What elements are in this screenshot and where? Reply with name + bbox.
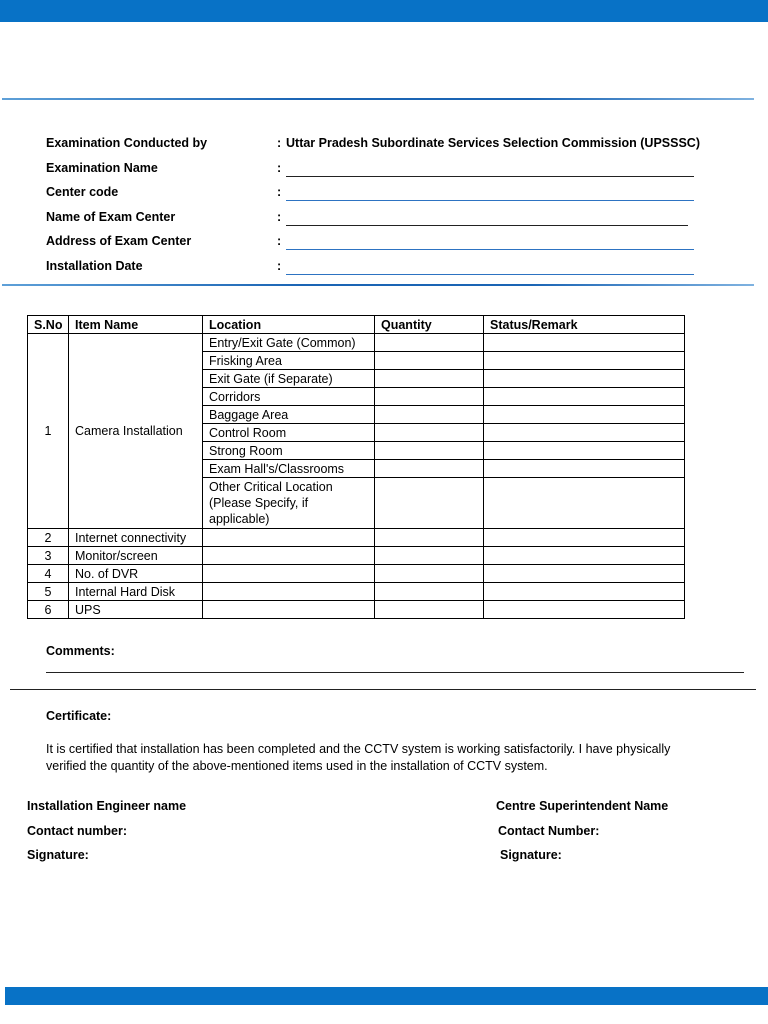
engineer-signature-block — [27, 799, 186, 873]
row-sno: 3 — [28, 547, 69, 565]
installation-date-field[interactable] — [286, 274, 694, 275]
row-item-name: Internet connectivity — [69, 529, 203, 547]
location-cell: Control Room — [203, 424, 375, 442]
status-cell[interactable] — [484, 547, 685, 565]
status-cell[interactable] — [484, 424, 685, 442]
top-accent-bar — [0, 0, 768, 22]
exam-info-section — [46, 134, 706, 282]
info-row-installation-date — [46, 257, 706, 282]
status-cell[interactable] — [484, 601, 685, 619]
location-cell[interactable] — [203, 529, 375, 547]
location-cell[interactable] — [203, 547, 375, 565]
row-item-name: No. of DVR — [69, 565, 203, 583]
certificate-label: Certificate: — [46, 709, 112, 723]
info-label: Center code — [46, 185, 119, 200]
location-cell[interactable] — [203, 601, 375, 619]
location-cell: Frisking Area — [203, 352, 375, 370]
location-cell: Entry/Exit Gate (Common) — [203, 334, 375, 352]
quantity-cell[interactable] — [375, 370, 484, 388]
table-row — [28, 583, 685, 601]
center-name-field[interactable] — [286, 225, 688, 226]
row-item-name: Internal Hard Disk — [69, 583, 203, 601]
header-item-name: Item Name — [69, 316, 203, 334]
info-colon: : — [277, 160, 282, 175]
table-header-row — [28, 316, 685, 334]
quantity-cell[interactable] — [375, 352, 484, 370]
cctv-items-table — [27, 315, 685, 619]
superintendent-name-label: Centre Superintendent Name — [496, 799, 669, 813]
location-cell: Corridors — [203, 388, 375, 406]
status-cell[interactable] — [484, 478, 685, 529]
center-address-field[interactable] — [286, 249, 694, 250]
center-code-field[interactable] — [286, 200, 694, 201]
engineer-contact-label: Contact number: — [27, 823, 127, 838]
info-colon: : — [277, 209, 282, 224]
location-cell: Strong Room — [203, 442, 375, 460]
status-cell[interactable] — [484, 370, 685, 388]
status-cell[interactable] — [484, 529, 685, 547]
quantity-cell[interactable] — [375, 565, 484, 583]
bottom-accent-bar — [5, 987, 768, 1005]
row-sno: 4 — [28, 565, 69, 583]
table-row — [28, 547, 685, 565]
quantity-cell[interactable] — [375, 529, 484, 547]
table-row — [28, 334, 685, 352]
camera-sno: 1 — [28, 334, 69, 529]
exam-name-field[interactable] — [286, 176, 694, 177]
quantity-cell[interactable] — [375, 460, 484, 478]
header-location: Location — [203, 316, 375, 334]
header-sno: S.No — [28, 316, 69, 334]
location-cell: Exam Hall's/Classrooms — [203, 460, 375, 478]
status-cell[interactable] — [484, 352, 685, 370]
status-cell[interactable] — [484, 565, 685, 583]
info-row-center-name — [46, 208, 706, 233]
info-row-exam-name — [46, 159, 706, 184]
quantity-cell[interactable] — [375, 601, 484, 619]
status-cell[interactable] — [484, 388, 685, 406]
quantity-cell[interactable] — [375, 478, 484, 529]
info-label: Name of Exam Center — [46, 209, 176, 224]
location-cell: Other Critical Location (Please Specify, if applicable) — [203, 478, 375, 529]
quantity-cell[interactable] — [375, 406, 484, 424]
superintendent-signature-block — [496, 799, 668, 873]
comments-field-continuation[interactable] — [10, 689, 756, 690]
quantity-cell[interactable] — [375, 334, 484, 352]
status-cell[interactable] — [484, 406, 685, 424]
conducted-by-value: Uttar Pradesh Subordinate Services Selection Commission (UPSSSC) — [286, 136, 701, 150]
info-row-center-address — [46, 232, 706, 257]
row-sno: 2 — [28, 529, 69, 547]
status-cell[interactable] — [484, 442, 685, 460]
row-sno: 5 — [28, 583, 69, 601]
location-cell[interactable] — [203, 583, 375, 601]
engineer-signature-label: Signature: — [27, 848, 89, 862]
location-cell: Baggage Area — [203, 406, 375, 424]
engineer-name-label: Installation Engineer name — [27, 799, 187, 813]
quantity-cell[interactable] — [375, 442, 484, 460]
info-label: Address of Exam Center — [46, 234, 192, 249]
info-row-conducted-by — [46, 134, 706, 159]
location-cell: Exit Gate (if Separate) — [203, 370, 375, 388]
table-row — [28, 565, 685, 583]
camera-item-name: Camera Installation — [69, 334, 203, 529]
comments-field[interactable] — [46, 672, 744, 673]
header-quantity: Quantity — [375, 316, 484, 334]
status-cell[interactable] — [484, 460, 685, 478]
info-colon: : — [277, 258, 282, 273]
row-item-name: Monitor/screen — [69, 547, 203, 565]
info-colon: : — [277, 136, 282, 150]
info-row-center-code — [46, 183, 706, 208]
info-label: Examination Name — [46, 160, 158, 175]
quantity-cell[interactable] — [375, 388, 484, 406]
table-row — [28, 529, 685, 547]
info-colon: : — [277, 234, 282, 249]
table-row — [28, 601, 685, 619]
header-status: Status/Remark — [484, 316, 685, 334]
quantity-cell[interactable] — [375, 424, 484, 442]
quantity-cell[interactable] — [375, 583, 484, 601]
info-label: Installation Date — [46, 258, 143, 273]
info-divider — [2, 284, 754, 286]
info-label: Examination Conducted by — [46, 136, 208, 150]
row-sno: 6 — [28, 601, 69, 619]
header-divider — [2, 98, 754, 100]
location-cell[interactable] — [203, 565, 375, 583]
superintendent-contact-label: Contact Number: — [498, 823, 600, 838]
status-cell[interactable] — [484, 334, 685, 352]
certificate-text: It is certified that installation has been completed and the CCTV system is working satisfactorily. I have physically verified the quantity of the above-mentioned items used in the installation of CCTV system. — [46, 742, 671, 773]
superintendent-signature-label: Signature: — [500, 848, 562, 862]
info-colon: : — [277, 185, 282, 200]
row-item-name: UPS — [69, 601, 203, 619]
comments-label: Comments: — [46, 644, 115, 658]
status-cell[interactable] — [484, 583, 685, 601]
quantity-cell[interactable] — [375, 547, 484, 565]
